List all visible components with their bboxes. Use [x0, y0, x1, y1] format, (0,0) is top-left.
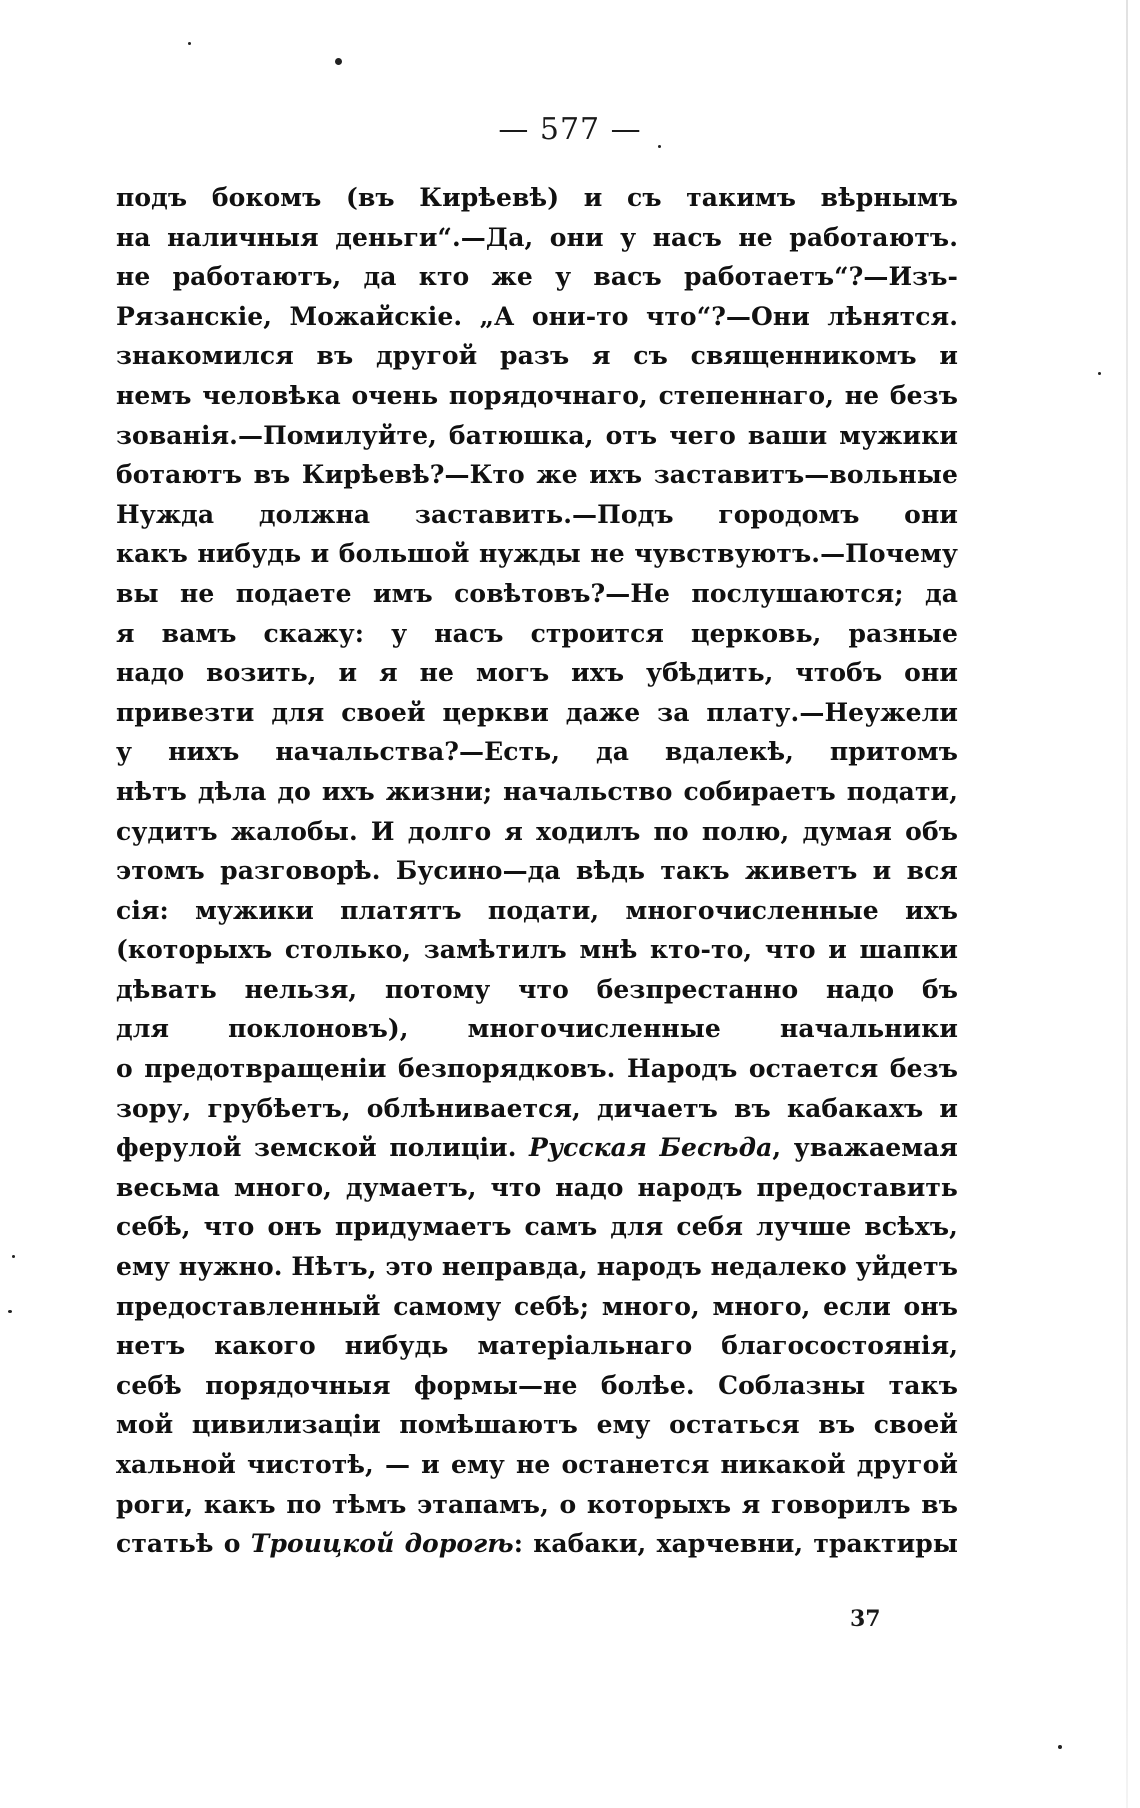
text-line: ферулой земской полиціи. Русская Бесѣда, уважаемая [116, 1133, 958, 1163]
text-line: на наличныя деньги“.—Да, они у насъ не работаютъ. [116, 222, 958, 252]
text-line: зору, грубѣетъ, облѣнивается, дичаетъ въ кабакахъ и [116, 1093, 958, 1123]
ink-speck [8, 1310, 12, 1313]
text-line: весьма много, думаетъ, что надо народъ предоставить [116, 1172, 958, 1202]
text-line: мой цивилизаціи помѣшаютъ ему остаться въ своей [116, 1410, 958, 1440]
text-line: о предотвращеніи безпорядковъ. Народъ остается безъ [116, 1054, 958, 1084]
text-line: немъ человѣка очень порядочнаго, степеннаго, не безъ [116, 380, 958, 410]
ink-speck [335, 58, 342, 65]
text-line: Нужда должна заставить.—Подъ городомъ они [116, 499, 958, 529]
text-line: какъ нибудь и большой нужды не чувствуютъ.—Почему [116, 539, 958, 569]
text-line: дѣвать нельзя, потому что безпрестанно надо бъ [116, 974, 958, 1004]
italic-title: Русская Бесѣда [529, 1133, 773, 1163]
text-line: хальной чистотѣ, — и ему не останется никакой другой [116, 1450, 958, 1479]
text-line: не работаютъ, да кто же у васъ работаетъ“?—Изъ- [116, 262, 958, 292]
italic-title: Троицкой дорогѣ [250, 1529, 514, 1559]
ink-speck [1058, 1745, 1062, 1749]
ink-speck [188, 42, 191, 45]
text-line: ему нужно. Нѣтъ, это неправда, народъ недалеко уйдетъ [116, 1252, 958, 1282]
text-line: сія: мужики платятъ подати, многочисленные ихъ [116, 895, 958, 925]
text-line: предоставленный самому себѣ; много, много, если онъ [116, 1291, 958, 1321]
signature-mark: 37 [850, 1606, 881, 1632]
text-line: судитъ жалобы. И долго я ходилъ по полю, думая объ [116, 816, 958, 846]
text-line: подъ бокомъ (въ Кирѣевѣ) и съ такимъ вѣрнымъ [116, 183, 958, 212]
text-line: себѣ порядочныя формы—не болѣе. Соблазны такъ [116, 1370, 958, 1400]
text-line: статьѣ о Троицкой дорогѣ: кабаки, харчевни, трактиры [116, 1529, 958, 1559]
ink-speck [12, 1255, 15, 1258]
page-number-header: — 577 — [498, 112, 642, 147]
page-edge-shadow [1126, 0, 1128, 1808]
text-line: надо возить, и я не могъ ихъ убѣдить, чтобъ они [116, 658, 958, 688]
text-line: этомъ разговорѣ. Бусино—да вѣдь такъ живетъ и вся [116, 856, 958, 886]
text-line: зованія.—Помилуйте, батюшка, отъ чего ваши мужики [116, 420, 958, 450]
text-line: нѣтъ дѣла до ихъ жизни; начальство собираетъ подати, [116, 776, 958, 806]
text-line: вы не подаете имъ совѣтовъ?—Не послушаются; да [116, 578, 958, 608]
text-line: нетъ какого нибудь матеріальнаго благосостоянія, [116, 1331, 958, 1361]
text-line: у нихъ начальства?—Есть, да вдалекѣ, притомъ [116, 737, 958, 767]
text-line: для поклоновъ), многочисленные начальники [116, 1014, 958, 1044]
text-line: я вамъ скажу: у насъ строится церковь, разные [116, 618, 958, 648]
text-line: Рязанскіе, Можайскіе. „А они-то что“?—Они лѣнятся. [116, 301, 958, 331]
text-line: себѣ, что онъ придумаетъ самъ для себя лучше всѣхъ, [116, 1212, 958, 1242]
text-line: ботаютъ въ Кирѣевѣ?—Кто же ихъ заставитъ—вольные [116, 460, 958, 490]
body-text [116, 178, 958, 1564]
text-line: привезти для своей церкви даже за плату.—Неужели [116, 697, 958, 727]
ink-speck [1098, 372, 1101, 375]
text-line: (которыхъ столько, замѣтилъ мнѣ кто-то, что и шапки [116, 935, 958, 965]
text-line: роги, какъ по тѣмъ этапамъ, о которыхъ я говорилъ въ [116, 1489, 958, 1519]
text-line: знакомился въ другой разъ я съ священникомъ и [116, 341, 958, 371]
